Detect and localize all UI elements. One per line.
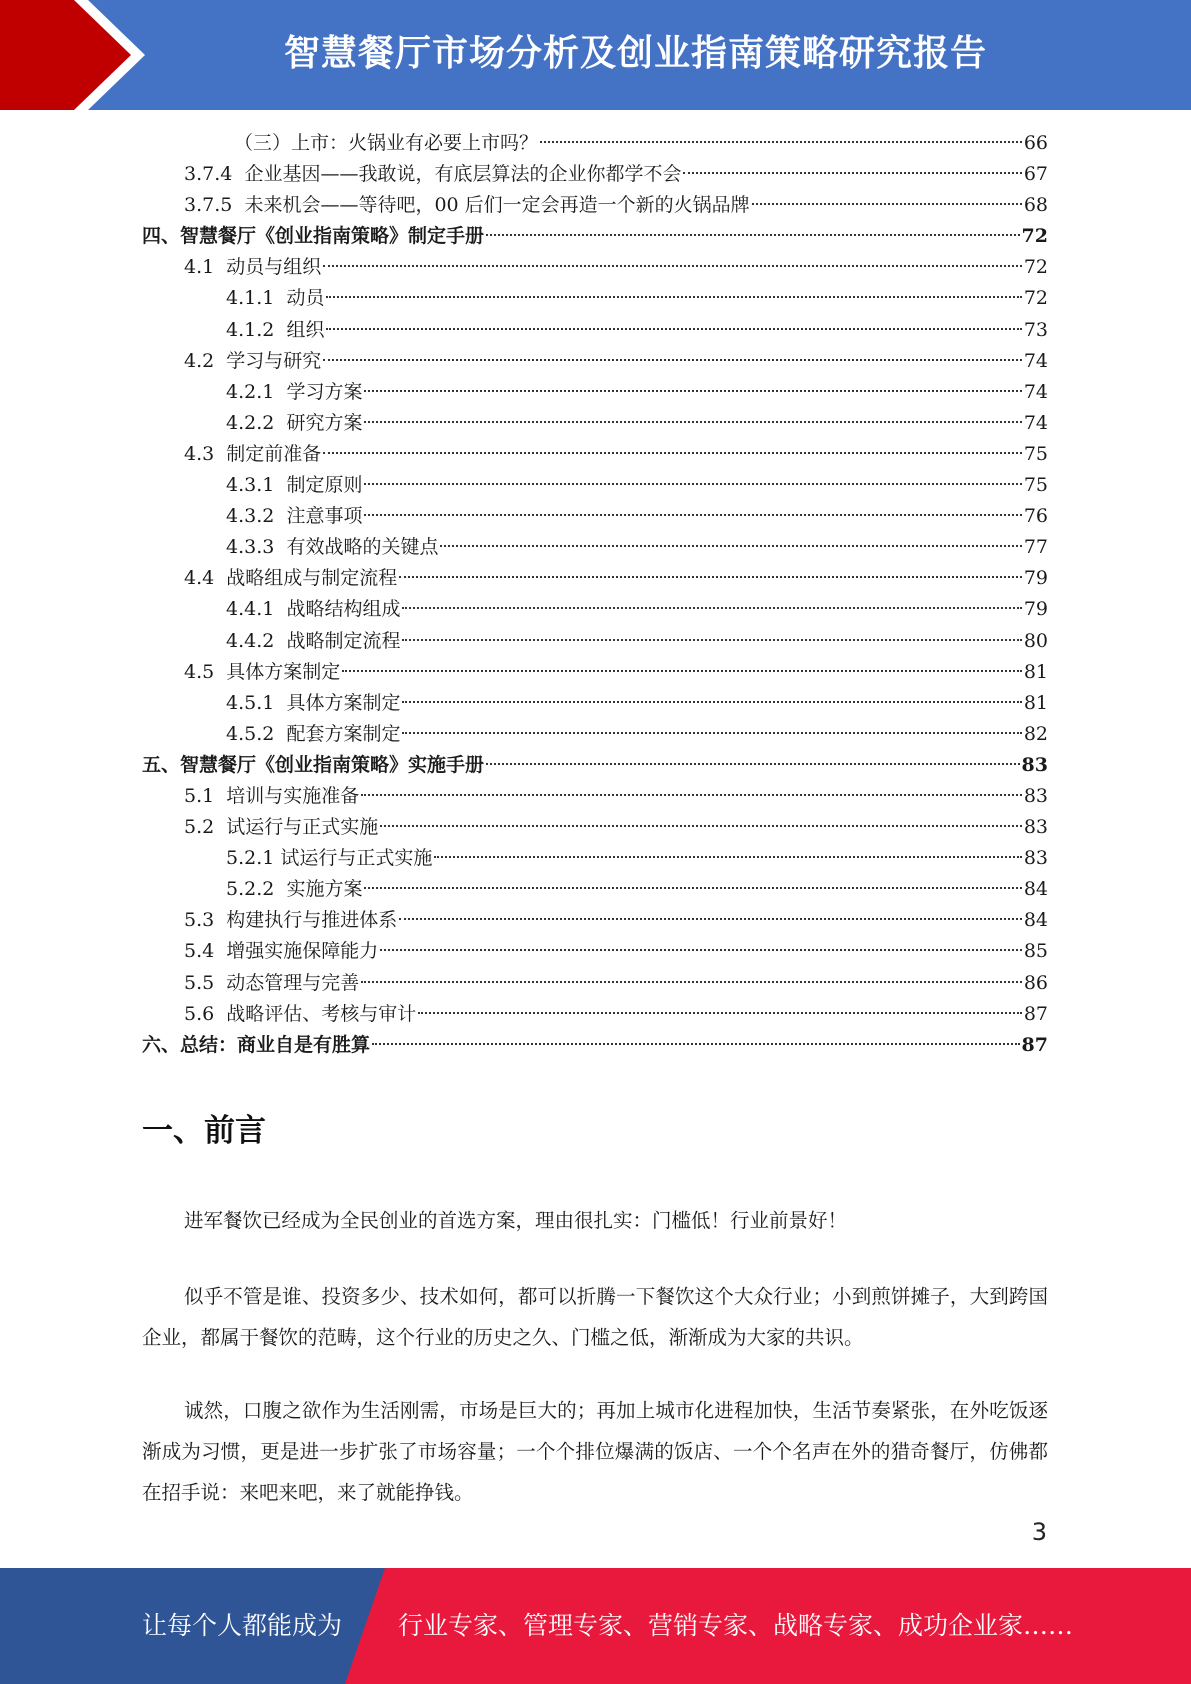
toc-entry[interactable]	[142, 190, 1048, 221]
toc-entry-page: 74	[1023, 380, 1048, 403]
toc-entry-title: 研究方案	[286, 411, 363, 434]
toc-dot-leader	[326, 328, 1021, 330]
paragraph-1: 进军餐饮已经成为全民创业的首选方案，理由很扎实：门槛低！行业前景好！	[184, 1209, 848, 1232]
toc-entry-number: 5.5	[184, 971, 227, 994]
toc-dot-leader	[399, 918, 1022, 920]
toc-dot-leader	[364, 514, 1021, 516]
toc-dot-leader	[434, 856, 1021, 858]
toc-entry-page: 72	[1021, 225, 1048, 248]
footer-slogan-right: 行业专家、管理专家、营销专家、战略专家、成功企业家……	[398, 1611, 1074, 1640]
toc-entry-page: 75	[1023, 474, 1048, 497]
toc-dot-leader	[323, 359, 1022, 361]
toc-entry[interactable]	[142, 128, 1048, 159]
toc-entry-number: 4.5.2	[226, 722, 287, 745]
toc-entry-number: 4.1.2	[226, 318, 287, 341]
paragraph-3: 诚然，口腹之欲作为生活刚需，市场是巨大的；再加上城市化进程加快，生活节奏紧张，在外吃饭逐渐成为习惯，更是进一步扩张了市场容量；一个个排位爆满的饭店、一个个名声在外的猎奇餐厅，仿佛都在招手说：来吧来吧，来了就能挣钱。	[142, 1399, 1048, 1504]
toc-entry[interactable]	[142, 812, 1048, 843]
toc-dot-leader	[440, 545, 1021, 547]
toc-entry-title: 构建执行与推进体系	[226, 909, 398, 932]
toc-entry[interactable]	[142, 843, 1048, 874]
toc-entry-page: 83	[1023, 847, 1048, 870]
toc-dot-leader	[323, 265, 1022, 267]
toc-entry-page: 87	[1021, 1033, 1048, 1056]
toc-entry[interactable]	[142, 159, 1048, 190]
toc-entry[interactable]	[142, 874, 1048, 905]
toc-entry-title: 动态管理与完善	[226, 971, 360, 994]
toc-entry-title: 培训与实施准备	[226, 784, 360, 807]
toc-entry-page: 84	[1023, 909, 1048, 932]
toc-entry-title: 有效战略的关键点	[286, 536, 439, 559]
report-title: 智慧餐厅市场分析及创业指南策略研究报告	[283, 33, 987, 74]
toc-entry-page: 82	[1023, 722, 1048, 745]
toc-entry-title: 四、智慧餐厅《创业指南策略》制定手册	[142, 225, 485, 248]
toc-entry-number: 4.4.2	[226, 629, 287, 652]
toc-entry-page: 76	[1023, 505, 1048, 528]
toc-entry[interactable]	[142, 470, 1048, 501]
footer-slogan-left: 让每个人都能成为	[142, 1611, 343, 1640]
toc-entry-title: 具体方案制定	[226, 660, 341, 683]
toc-dot-leader	[399, 576, 1022, 578]
toc-dot-leader	[361, 981, 1022, 983]
toc-entry-number: 5.2	[184, 816, 227, 839]
toc-entry-title: 动员与组织	[226, 256, 322, 279]
page-footer	[0, 1568, 1191, 1684]
toc-entry-page: 83	[1021, 753, 1048, 776]
header-chevron-decoration	[0, 0, 160, 110]
toc-dot-leader	[364, 887, 1021, 889]
toc-entry-title: 制定前准备	[226, 442, 322, 465]
toc-dot-leader	[683, 172, 1021, 174]
toc-entry[interactable]	[142, 252, 1048, 283]
toc-dot-leader	[402, 701, 1021, 703]
toc-entry-title: （三）上市：火锅业有必要上市吗？	[234, 132, 539, 154]
toc-entry-title: 动员	[286, 287, 325, 310]
toc-entry-title: 战略组成与制定流程	[226, 567, 398, 590]
toc-entry-number: 3.7.4	[184, 163, 245, 186]
toc-entry[interactable]	[142, 408, 1048, 439]
page-number: 3	[1031, 1518, 1047, 1546]
toc-entry-page: 72	[1023, 256, 1048, 279]
toc-entry-number: 5.2.2	[226, 878, 287, 901]
toc-entry-page: 67	[1023, 163, 1048, 186]
toc-entry-page: 77	[1023, 536, 1048, 559]
toc-entry[interactable]	[142, 221, 1048, 252]
toc-entry-title: 学习与研究	[226, 349, 322, 372]
toc-entry[interactable]	[142, 750, 1048, 781]
toc-entry-title: 试运行与正式实施	[280, 847, 433, 870]
toc-entry-number: 4.2	[184, 349, 227, 372]
toc-dot-leader	[402, 639, 1021, 641]
toc-entry[interactable]	[142, 532, 1048, 563]
toc-entry-number: 4.3.2	[226, 505, 287, 528]
toc-entry-number: 5.2.1	[226, 847, 281, 870]
toc-entry-title: 学习方案	[286, 380, 363, 403]
table-of-contents	[142, 128, 1048, 1061]
toc-entry-page: 72	[1023, 287, 1048, 310]
toc-entry[interactable]	[142, 1030, 1048, 1061]
toc-entry-page: 84	[1023, 878, 1048, 901]
toc-entry-number: 4.3.3	[226, 536, 287, 559]
toc-entry-page: 81	[1023, 660, 1048, 683]
toc-entry[interactable]	[142, 563, 1048, 594]
toc-entry[interactable]	[142, 283, 1048, 314]
toc-entry[interactable]	[142, 439, 1048, 470]
toc-entry-number: 4.2.1	[226, 380, 287, 403]
toc-entry-title: 实施方案	[286, 878, 363, 901]
toc-entry-number: 3.7.5	[184, 194, 245, 217]
toc-dot-leader	[486, 763, 1020, 765]
toc-entry-number: 4.4	[184, 567, 227, 590]
toc-entry[interactable]	[142, 968, 1048, 999]
toc-entry-page: 86	[1023, 971, 1048, 994]
toc-entry-title: 战略制定流程	[286, 629, 401, 652]
toc-entry[interactable]	[142, 719, 1048, 750]
toc-entry-page: 83	[1023, 816, 1048, 839]
toc-dot-leader	[402, 607, 1021, 609]
toc-entry[interactable]	[142, 315, 1048, 346]
toc-entry-page: 66	[1023, 132, 1048, 154]
toc-entry-number: 4.1	[184, 256, 227, 279]
toc-entry-page: 74	[1023, 411, 1048, 434]
toc-dot-leader	[380, 949, 1022, 951]
toc-entry-title: 组织	[286, 318, 325, 341]
toc-entry[interactable]	[142, 594, 1048, 625]
toc-entry-number: 4.4.1	[226, 598, 287, 621]
toc-dot-leader	[540, 141, 1022, 143]
toc-dot-leader	[364, 483, 1021, 485]
toc-entry-number: 5.4	[184, 940, 227, 963]
toc-entry-number: 4.3	[184, 442, 227, 465]
toc-entry-title: 五、智慧餐厅《创业指南策略》实施手册	[142, 753, 485, 776]
toc-entry-number: 4.1.1	[226, 287, 287, 310]
toc-entry-number: 5.1	[184, 784, 227, 807]
toc-entry-page: 87	[1023, 1002, 1048, 1025]
toc-entry[interactable]	[142, 905, 1048, 936]
section-heading: 一、前言	[142, 1113, 266, 1149]
toc-entry-title: 战略评估、考核与审计	[226, 1002, 417, 1025]
toc-entry-title: 配套方案制定	[286, 722, 401, 745]
toc-dot-leader	[752, 203, 1022, 205]
toc-dot-leader	[323, 452, 1022, 454]
toc-entry-title: 未来机会——等待吧，00 后们一定会再造一个新的火锅品牌	[244, 194, 750, 217]
toc-dot-leader	[364, 390, 1021, 392]
toc-entry-page: 79	[1023, 598, 1048, 621]
toc-entry-page: 74	[1023, 349, 1048, 372]
toc-entry-page: 75	[1023, 442, 1048, 465]
paragraph-2: 似乎不管是谁、投资多少、技术如何，都可以折腾一下餐饮这个大众行业；小到煎饼摊子，大到跨国企业，都属于餐饮的范畴，这个行业的历史之久、门槛之低，渐渐成为大家的共识。	[142, 1285, 1048, 1349]
toc-dot-leader	[361, 794, 1022, 796]
toc-dot-leader	[364, 421, 1021, 423]
toc-entry-title: 企业基因——我敢说，有底层算法的企业你都学不会	[244, 163, 682, 186]
toc-entry-page: 68	[1023, 194, 1048, 217]
toc-entry-title: 注意事项	[286, 505, 363, 528]
page-header	[0, 0, 1191, 110]
toc-dot-leader	[402, 732, 1021, 734]
toc-entry-number: 5.6	[184, 1002, 227, 1025]
toc-entry-page: 83	[1023, 784, 1048, 807]
toc-entry[interactable]	[142, 346, 1048, 377]
toc-entry-title: 六、总结：商业自是有胜算	[142, 1033, 371, 1056]
toc-entry-title: 增强实施保障能力	[226, 940, 379, 963]
toc-dot-leader	[326, 296, 1021, 298]
toc-entry-page: 73	[1023, 318, 1048, 341]
toc-entry-title: 具体方案制定	[286, 691, 401, 714]
toc-entry-page: 79	[1023, 567, 1048, 590]
toc-entry-number: 4.2.2	[226, 411, 287, 434]
toc-entry[interactable]	[142, 999, 1048, 1030]
toc-dot-leader	[372, 1043, 1020, 1045]
toc-entry[interactable]	[142, 377, 1048, 408]
toc-entry-title: 战略结构组成	[286, 598, 401, 621]
toc-entry[interactable]	[142, 688, 1048, 719]
toc-dot-leader	[418, 1012, 1022, 1014]
toc-entry-number: 4.3.1	[226, 474, 287, 497]
toc-entry-page: 81	[1023, 691, 1048, 714]
toc-entry-title: 制定原则	[286, 474, 363, 497]
toc-entry[interactable]	[142, 626, 1048, 657]
toc-dot-leader	[380, 825, 1022, 827]
toc-entry[interactable]	[142, 657, 1048, 688]
toc-entry[interactable]	[142, 501, 1048, 532]
toc-entry-number: 5.3	[184, 909, 227, 932]
toc-entry-number: 4.5	[184, 660, 227, 683]
toc-entry-title: 试运行与正式实施	[226, 816, 379, 839]
toc-entry[interactable]	[142, 936, 1048, 967]
toc-dot-leader	[486, 234, 1020, 236]
toc-entry-number: 4.5.1	[226, 691, 287, 714]
toc-dot-leader	[342, 670, 1022, 672]
toc-entry-page: 85	[1023, 940, 1048, 963]
toc-entry[interactable]	[142, 781, 1048, 812]
toc-entry-page: 80	[1023, 629, 1048, 652]
